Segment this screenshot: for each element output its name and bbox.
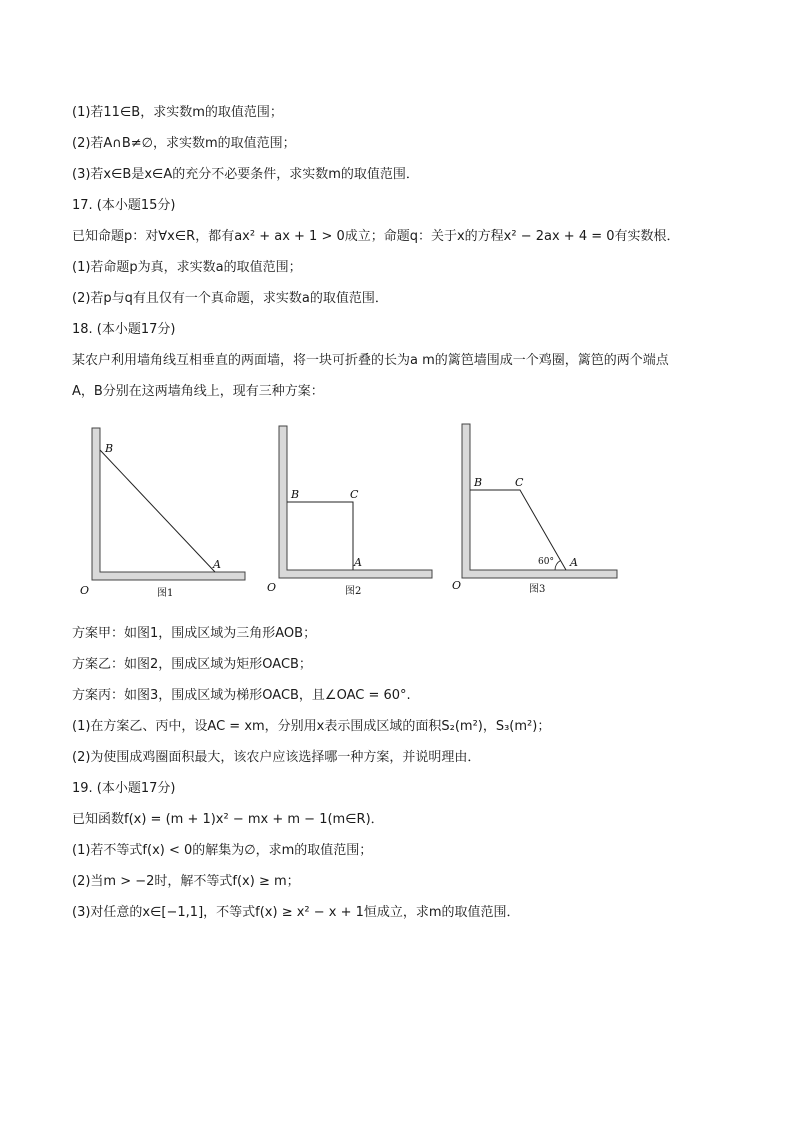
fig2-label-A: A (354, 556, 362, 569)
fig2-label-O: O (267, 581, 277, 594)
fig1-caption: 图1 (157, 588, 174, 599)
q17-header: 17. (本小题15分) (72, 198, 176, 213)
q16-part3: (3)若x∈B是x∈A的充分不必要条件，求实数m的取值范围． (72, 167, 419, 182)
q19-part1: (1)若不等式f(x) < 0的解集为∅，求m的取值范围； (72, 843, 373, 858)
fig2-label-C: C (350, 488, 359, 501)
q18-header: 18. (本小题17分) (72, 322, 176, 337)
q19-header: 19. (本小题17分) (72, 781, 176, 796)
fig2-caption: 图2 (345, 586, 362, 597)
fig3-angle-label: 60° (538, 557, 554, 567)
q16-part2: (2)若A∩B≠∅，求实数m的取值范围； (72, 136, 296, 151)
q18-part1: (1)在方案乙、丙中，设AC = xm，分别用x表示围成区域的面积S₂(m²)，S₃(m²)； (72, 719, 551, 734)
fig3-label-C: C (515, 476, 524, 489)
fig3-label-A: A (570, 556, 578, 569)
q17-part1: (1)若命题p为真，求实数a的取值范围； (72, 260, 302, 275)
q18-plan-a: 方案甲：如图1，围成区域为三角形AOB； (72, 626, 317, 641)
q18-stem-line2: A，B分别在这两墙角线上，现有三种方案： (72, 384, 324, 399)
q16-part1: (1)若11∈B，求实数m的取值范围； (72, 105, 283, 120)
q19-part2: (2)当m > −2时，解不等式f(x) ≥ m； (72, 874, 300, 889)
q19-part3: (3)对任意的x∈[−1,1]，不等式f(x) ≥ x² − x + 1恒成立，求m的取值范围． (72, 905, 520, 920)
fig3-label-O: O (452, 579, 462, 592)
fig3-label-B: B (474, 476, 483, 489)
q17-part2: (2)若p与q有且仅有一个真命题，求实数a的取值范围． (72, 291, 388, 306)
fig2-label-B: B (291, 488, 300, 501)
fig1-label-B: B (105, 442, 114, 455)
figure-3 (450, 420, 630, 605)
q19-stem: 已知函数f(x) = (m + 1)x² − mx + m − 1(m∈R)． (72, 812, 384, 827)
q18-part2: (2)为使围成鸡圈面积最大，该农户应该选择哪一种方案，并说明理由． (72, 750, 481, 765)
q18-plan-c: 方案丙：如图3，围成区域为梯形OACB，且∠OAC = 60°. (72, 688, 411, 703)
q17-stem: 已知命题p：对∀x∈R，都有ax² + ax + 1 > 0成立；命题q：关于x的方程x² − 2ax + 4 = 0有实数根． (72, 229, 680, 244)
q18-stem-line1: 某农户利用墙角线互相垂直的两面墙，将一块可折叠的长为a m的篱笆墙围成一个鸡圈，篱笆的两个端点 (72, 353, 669, 368)
q18-plan-b: 方案乙：如图2，围成区域为矩形OACB； (72, 657, 312, 672)
figure-2 (265, 420, 445, 605)
fig1-label-O: O (80, 584, 90, 597)
fig3-caption: 图3 (529, 584, 546, 595)
figure-1 (75, 420, 255, 605)
fig1-label-A: A (213, 558, 221, 571)
